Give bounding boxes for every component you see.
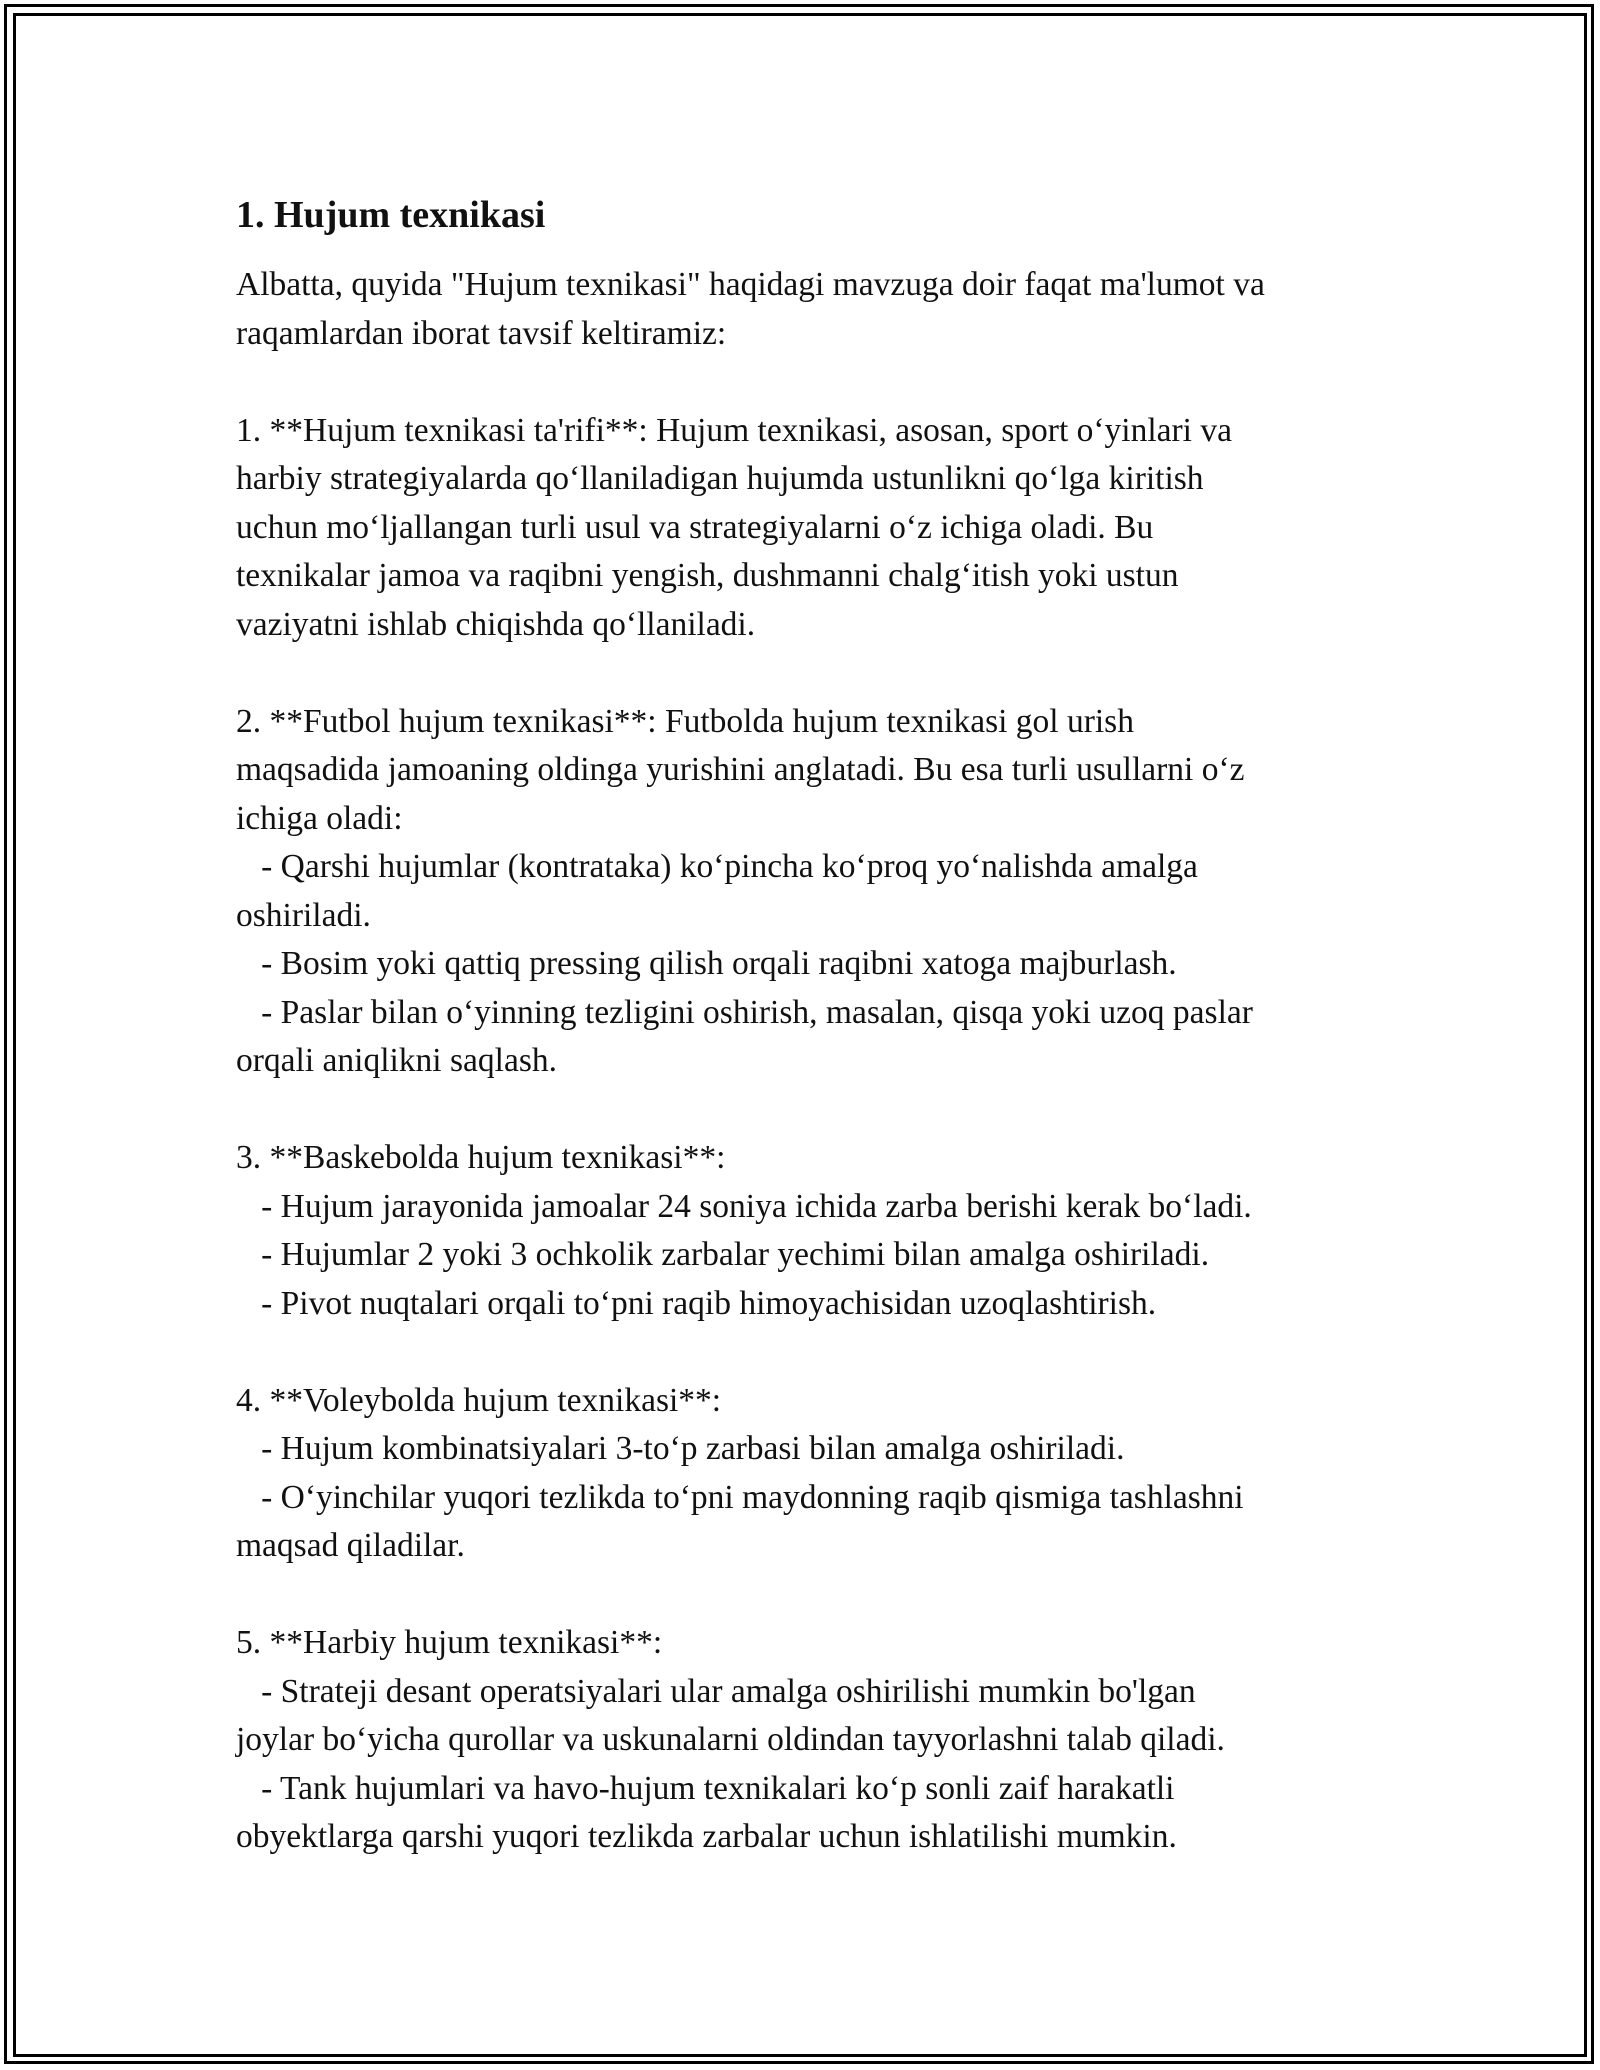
section-heading: 1. **Hujum texnikasi ta'rifi**: Hujum texnikasi, asosan, sport o‘yinlari va harbiy strategiyalarda qo‘llaniladigan hujumda ustunlikni qo‘lga kiritish uchun mo‘ljallangan turli usul va strategiyalarni o‘z ichiga oladi. Bu texnikalar jamoa va raqibni yengish, dushmanni chalg‘itish yoki ustun vaziyatni ishlab chiqishda qo‘llaniladi.: [236, 411, 1232, 643]
list-item: - Pivot nuqtalari orqali to‘pni raqib himoyachisidan uzoqlashtirish.: [236, 1284, 1157, 1322]
document-body: [236, 187, 1386, 1862]
section-3: [236, 1134, 1386, 1328]
list-item: - Hujum kombinatsiyalari 3-to‘p zarbasi bilan amalga oshiriladi.: [236, 1430, 1125, 1467]
intro-paragraph: Albatta, quyida "Hujum texnikasi" haqidagi mavzuga doir faqat ma'lumot va raqamlardan iborat tavsif keltiramiz:: [236, 266, 1265, 352]
list-item: - Paslar bilan o‘yinning tezligini oshirish, masalan, qisqa yoki uzoq paslar orqali aniqlikni saqlash.: [236, 993, 1253, 1079]
list-item: - Tank hujumlari va havo-hujum texnikalari ko‘p sonli zaif harakatli obyektlarga qarshi yuqori tezlikda zarbalar uchun ishlatilishi mumkin.: [236, 1769, 1177, 1855]
sections-container: [236, 407, 1386, 1862]
section-heading: 5. **Harbiy hujum texnikasi**:: [236, 1624, 663, 1661]
list-item: - Qarshi hujumlar (kontrataka) ko‘pincha ko‘proq yo‘nalishda amalga oshiriladi.: [236, 848, 1198, 934]
list-item: - Hujumlar 2 yoki 3 ochkolik zarbalar yechimi bilan amalga oshiriladi.: [236, 1236, 1210, 1273]
list-item: - Bosim yoki qattiq pressing qilish orqali raqibni xatoga majburlash.: [236, 945, 1177, 982]
section-heading: 3. **Baskebolda hujum texnikasi**:: [236, 1139, 726, 1176]
page-title: 1. Hujum texnikasi: [236, 194, 546, 236]
section-heading: 2. **Futbol hujum texnikasi**: Futbolda hujum texnikasi gol urish maqsadida jamoaning oldinga yurishini anglatadi. Bu esa turli usullarni o‘z ichiga oladi:: [236, 702, 1245, 837]
section-4: [236, 1377, 1386, 1571]
list-item: - Hujum jarayonida jamoalar 24 soniya ichida zarba berishi kerak bo‘ladi.: [236, 1187, 1252, 1225]
section-5: [236, 1619, 1386, 1862]
section-heading: 4. **Voleybolda hujum texnikasi**:: [236, 1381, 722, 1419]
list-item: - Strateji desant operatsiyalari ular amalga oshirilishi mumkin bo'lgan joylar bo‘yicha qurollar va uskunalarni oldindan tayyorlashni talab qiladi.: [236, 1672, 1225, 1758]
section-2: [236, 698, 1386, 1086]
list-item: - O‘yinchilar yuqori tezlikda to‘pni maydonning raqib qismiga tashlashni maqsad qiladilar.: [236, 1478, 1244, 1564]
section-1: [236, 407, 1386, 650]
